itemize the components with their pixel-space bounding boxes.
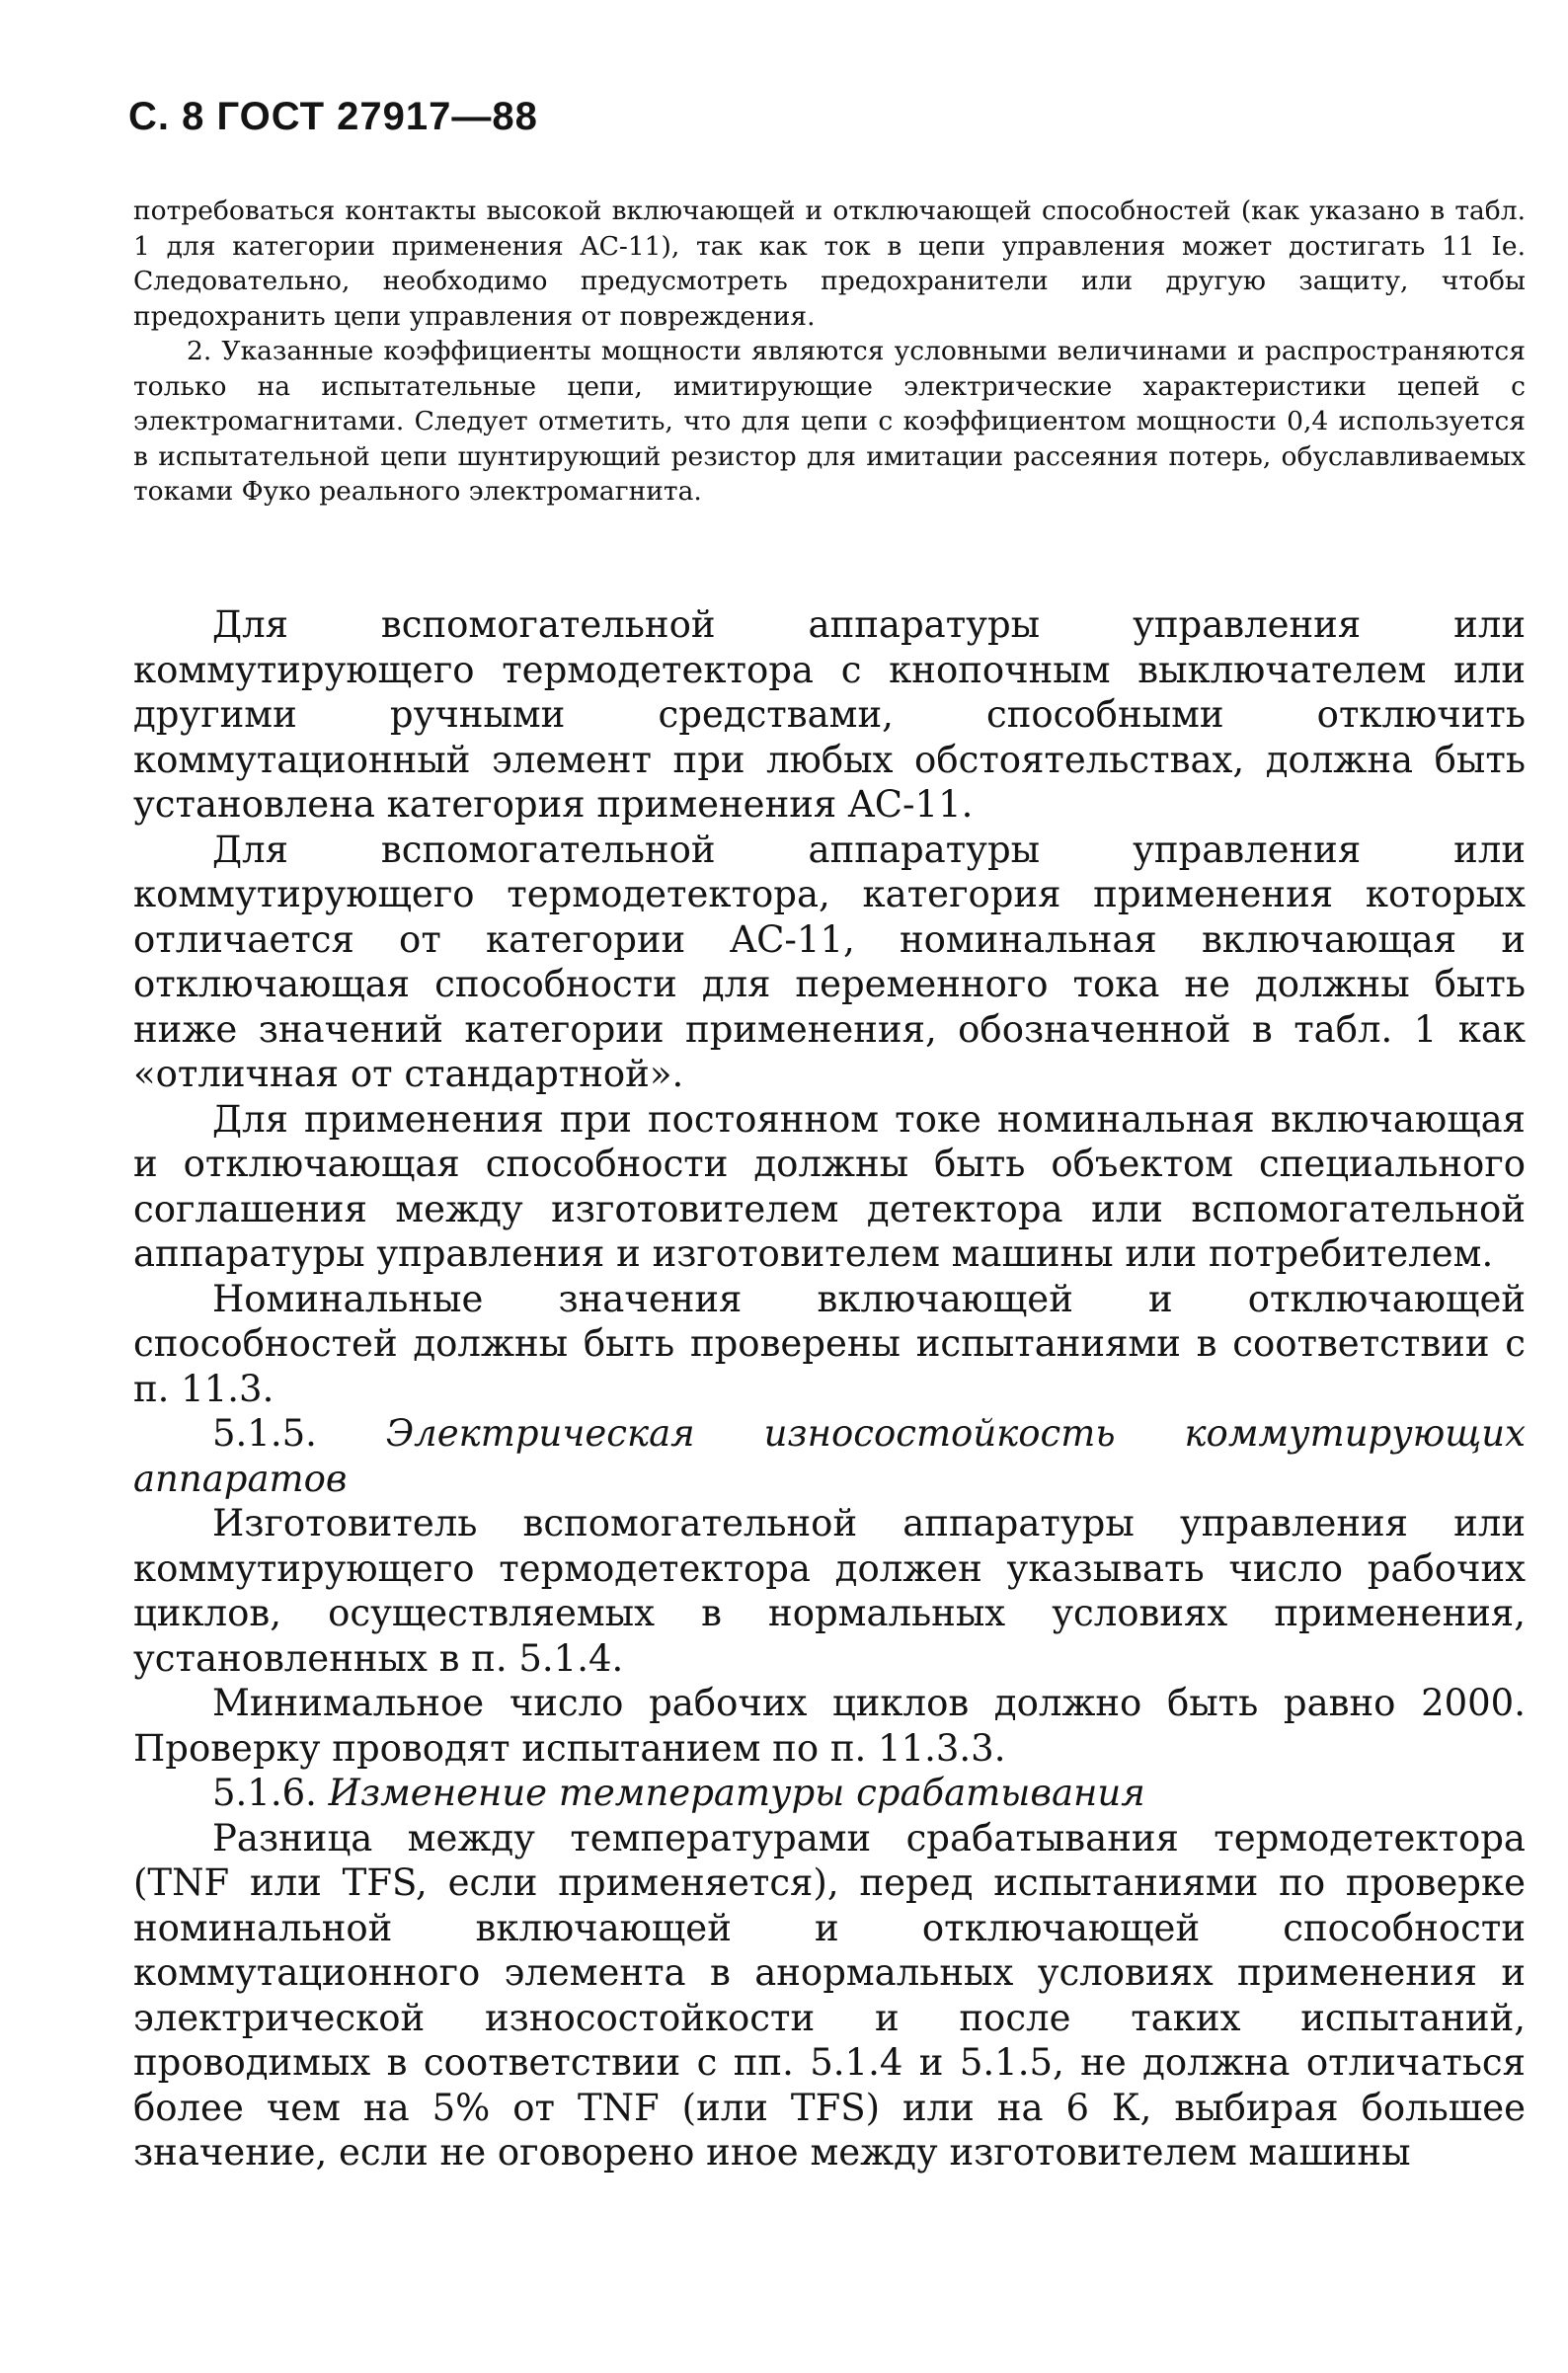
note-continuation: потребоваться контакты высокой включающей и отключающей способностей (как указано в табл. 1 для категории применения AC-11), так как ток в цепи управления может достигать 11 Ie. Следовательно, необходимо предусмотреть предохранители или другую защиту, чтобы предохранить цепи управления от повреждения.	[133, 196, 1526, 332]
paragraph-ac11-category: Для вспомогательной аппаратуры управления или коммутирующего термодетектора с кнопочным выключателем или другими ручными средствами, способными отключить коммутационный элемент при любых обстоятельствах, должна быть установлена категория применения AC-11.	[133, 603, 1526, 826]
main-text	[133, 602, 1526, 2175]
section-heading-5-1-5	[133, 1411, 1526, 1501]
notes-block	[133, 194, 1526, 510]
section-number: 5.1.6.	[212, 1772, 317, 1814]
section-number: 5.1.5.	[212, 1412, 317, 1455]
note-2: 2. Указанные коэффициенты мощности являются условными величинами и распространяются только на испытательные цепи, имитирующие электрические характеристики цепей с электромагнитами. Следует отметить, что для цепи с коэффициентом мощности 0,4 используется в испытательной цепи шунтирующий резистор для имитации рассеяния потерь, обуславливаемых токами Фуко реального электромагнита.	[133, 336, 1526, 507]
section-title: Изменение температуры срабатывания	[328, 1772, 1145, 1814]
page-header: С. 8 ГОСТ 27917—88	[128, 95, 538, 138]
paragraph-operating-cycles: Изготовитель вспомогательной аппаратуры управления или коммутирующего термодетектора должен указывать число рабочих циклов, осуществляемых в нормальных условиях применения, установленных в п. 5.1.4.	[133, 1502, 1526, 1680]
paragraph-verification: Номинальные значения включающей и отключающей способностей должны быть проверены испытаниями в соответствии с п. 11.3.	[133, 1277, 1526, 1410]
section-title: Электрическая износостойкость коммутирующих аппаратов	[133, 1412, 1526, 1500]
paragraph-ac-capacity: Для вспомогательной аппаратуры управления или коммутирующего термодетектора, категория применения которых отличается от категории AC-11, номинальная включающая и отключающая способности для переменного тока не должны быть ниже значений категории применения, обозначенной в табл. 1 как «отличная от стандартной».	[133, 828, 1526, 1095]
paragraph-minimum-cycles: Минимальное число рабочих циклов должно быть равно 2000. Проверку проводят испытанием по п. 11.3.3.	[133, 1682, 1526, 1770]
paragraph-dc-capacity: Для применения при постоянном токе номинальная включающая и отключающая способности должны быть объектом специального соглашения между изготовителем детектора или вспомогательной аппаратуры управления и изготовителем машины или потребителем.	[133, 1097, 1526, 1275]
paragraph-temperature-difference: Разница между температурами срабатывания термодетектора (TNF или TFS, если применяется), перед испытаниями по проверке номинальной включающей и отключающей способности коммутационного элемента в анормальных условиях применения и электрической износостойкости и после таких испытаний, проводимых в соответствии с пп. 5.1.4 и 5.1.5, не должна отличаться более чем на 5% от TNF (или TFS) или на 6 К, выбирая большее значение, если не оговорено иное между изготовителем машины	[133, 1816, 1526, 2174]
section-heading-5-1-6	[133, 1771, 1526, 1816]
